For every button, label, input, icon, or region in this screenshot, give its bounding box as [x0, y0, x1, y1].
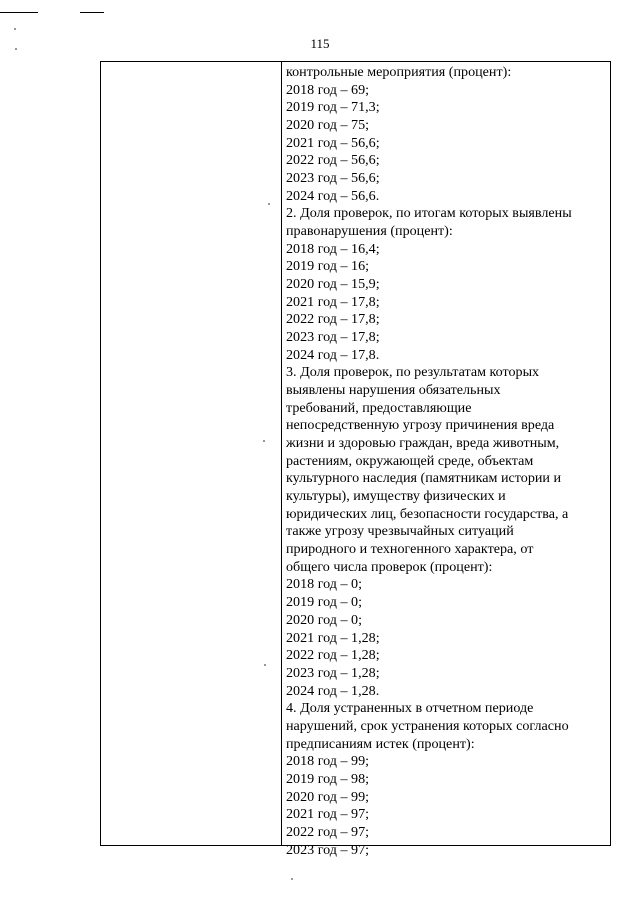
text-line: общего числа проверок (процент):: [286, 558, 493, 575]
document-table: [100, 61, 611, 858]
text-line: 2022 год – 97;: [286, 823, 370, 840]
scan-speck: [291, 878, 293, 880]
text-line: растениям, окружающей среде, объектам: [286, 452, 534, 469]
text-line: природного и техногенного характера, от: [286, 541, 534, 558]
text-line: 2021 год – 56,6;: [286, 134, 380, 151]
text-line: 2019 год – 16;: [286, 258, 370, 275]
scan-speck: [14, 28, 16, 30]
text-line: 2023 год – 17,8;: [286, 329, 380, 346]
text-line: 2018 год – 99;: [286, 753, 370, 770]
text-line: выявлены нарушения обязательных: [286, 382, 501, 399]
text-line: юридических лиц, безопасности государства, а: [286, 505, 569, 522]
text-line: жизни и здоровью граждан, вреда животным,: [286, 435, 560, 452]
text-line: 2. Доля проверок, по итогам которых выявлены: [286, 205, 572, 222]
text-line: 2021 год – 17,8;: [286, 293, 380, 310]
text-line: 2023 год – 97;: [286, 841, 370, 858]
page-number: 115: [310, 36, 330, 51]
text-line: 2024 год – 1,28.: [286, 682, 380, 699]
text-line: 2022 год – 56,6;: [286, 152, 380, 169]
text-line: 2022 год – 1,28;: [286, 647, 380, 664]
scan-edge-mark-left: [0, 12, 38, 13]
text-line: 2024 год – 56,6.: [286, 187, 380, 204]
text-line: нарушений, срок устранения которых согласно: [286, 717, 569, 734]
text-line: 4. Доля устраненных в отчетном периоде: [286, 700, 534, 717]
text-line: предписаниям истек (процент):: [286, 735, 475, 752]
text-line: правонарушения (процент):: [286, 223, 453, 240]
text-line: 2024 год – 17,8.: [286, 346, 380, 363]
text-line: 2019 год – 98;: [286, 770, 370, 787]
text-line: непосредственную угрозу причинения вреда: [286, 417, 555, 434]
text-line: требований, предоставляющие: [286, 399, 472, 416]
text-line: 2023 год – 56,6;: [286, 170, 380, 187]
text-line: 2020 год – 99;: [286, 788, 370, 805]
text-line: 2021 год – 97;: [286, 806, 370, 823]
text-line: 2018 год – 16,4;: [286, 240, 380, 257]
text-line: 2019 год – 71,3;: [286, 99, 380, 116]
scan-edge-mark-right: [80, 12, 104, 13]
text-line: 3. Доля проверок, по результатам которых: [286, 364, 540, 381]
text-line: контрольные мероприятия (процент):: [286, 64, 512, 80]
text-line: культурного наследия (памятникам истории и: [286, 470, 562, 487]
text-line: 2020 год – 75;: [286, 117, 370, 134]
text-line: 2018 год – 69;: [286, 81, 370, 98]
table-right-cell: [282, 62, 610, 858]
text-line: также угрозу чрезвычайных ситуаций: [286, 523, 514, 540]
text-line: 2019 год – 0;: [286, 594, 363, 611]
text-line: 2023 год – 1,28;: [286, 664, 380, 681]
table-left-cell: [101, 62, 282, 845]
text-line: 2021 год – 1,28;: [286, 629, 380, 646]
text-line: 2022 год – 17,8;: [286, 311, 380, 328]
text-line: 2018 год – 0;: [286, 576, 363, 593]
text-line: культуры), имуществу физических и: [286, 488, 506, 505]
text-line: 2020 год – 15,9;: [286, 276, 380, 293]
text-line: 2020 год – 0;: [286, 611, 363, 628]
